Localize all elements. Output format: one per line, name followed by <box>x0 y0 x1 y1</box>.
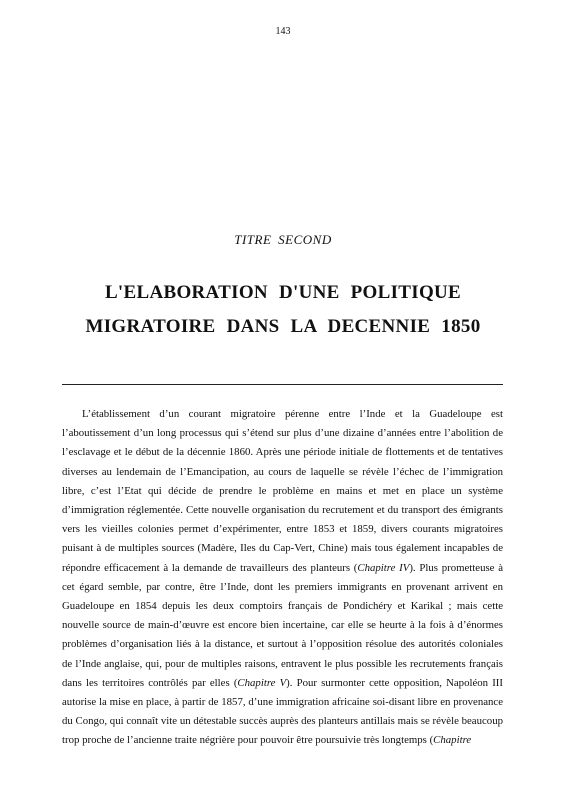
horizontal-rule <box>62 384 503 385</box>
chapter-reference: Chapitre IV <box>357 561 410 574</box>
chapter-title-line-1: L'ELABORATION D'UNE POLITIQUE <box>104 282 462 303</box>
body-text-segment: ). Pour surmonter cette opposition, Napoléon III autorise la mise en place, à partir de 1857, d’une immigration africaine soi-disant libre en provenance du Congo, qui connaît vite un détestable succès auprès des planteurs antillais mais se révèle beaucoup trop proche de l’ancienne traite négrière pour pouvoir être poursuivie très longtemps ( <box>62 676 503 747</box>
body-text-segment: L’établissement d’un courant migratoire pérenne entre l’Inde et la Guadeloupe est l’aboutissement d’un long processus qui s’étend sur plus d’une dizaine d’années entre l’abolition de l’esclavage et le début de la décennie 1860. Après une période initiale de flottements et de tentatives diverses au lendemain de l’Emancipation, au cours de laquelle se révèle l’échec de l’immigration libre, c’est l’Etat qui décide de prendre le problème en mains et met en place un système d’immigration réglementée. Cette nouvelle organisation du recrutement et du transport des émigrants vers les vieilles colonies permet d’expérimenter, entre 1853 et 1859, divers courants migratoires puisant à de multiples sources (Madère, Iles du Cap-Vert, Chine) mais tous également incapables de répondre efficacement à la demande de travailleurs des planteurs ( <box>62 408 503 574</box>
chapter-reference: Chapitre <box>433 734 472 747</box>
body-paragraph <box>62 405 503 751</box>
body-text-segment: ). Plus prometteuse à cet égard semble, par contre, être l’Inde, dont les premiers immigrants en provenant arrivent en Guadeloupe en 1854 depuis les deux comptoirs français de Pondichéry et Karikal ; mais cette nouvelle source de main-d’œuvre est encore bien incertaine, car elle se heurte à la fois à d’énormes problèmes d’organisation liés à la distance, et surtout à l’opposition résolue des autorités coloniales de l’Inde anglaise, qui, pour de multiples raisons, entravent le plus possible les recrutements français dans les territoires contrôlés par elles ( <box>62 561 503 689</box>
chapter-title-line-2: MIGRATOIRE DANS LA DECENNIE 1850 <box>85 316 481 337</box>
chapter-title <box>0 276 566 344</box>
page-number: 143 <box>275 26 291 37</box>
chapter-reference: Chapitre V <box>237 676 287 689</box>
part-label: TITRE SECOND <box>234 232 332 247</box>
